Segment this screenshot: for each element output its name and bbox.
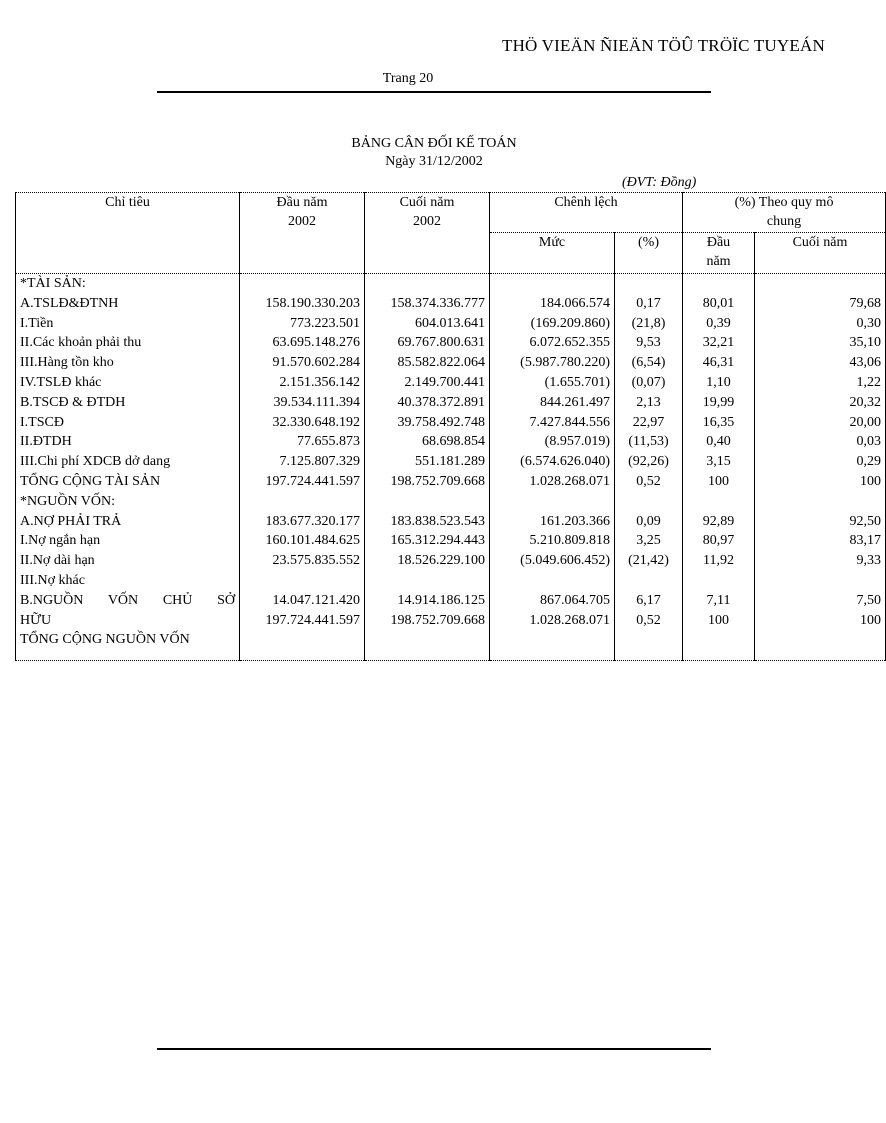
header-difference: Chênh lệch <box>490 193 683 233</box>
begin-year-value: 158.190.330.203 <box>240 294 365 314</box>
end-year-value: 68.698.854 <box>365 432 490 452</box>
structure-end: 20,32 <box>755 393 886 413</box>
row-label: I.Tiền <box>16 314 240 334</box>
row-label: *TÀI SẢN: <box>16 274 240 294</box>
difference-percent: 9,53 <box>615 333 683 353</box>
table-row <box>16 531 886 551</box>
end-year-value <box>365 492 490 512</box>
structure-begin: 0,39 <box>683 314 755 334</box>
table-row <box>16 333 886 353</box>
header-begin-year: Đầu năm 2002 <box>240 193 365 274</box>
difference-amount <box>490 274 615 294</box>
document-heading <box>0 135 868 171</box>
end-year-value: 14.914.186.125 <box>365 591 490 611</box>
structure-begin: 100 <box>683 472 755 492</box>
row-label: II.Nợ dài hạn <box>16 551 240 571</box>
difference-amount: 867.064.705 <box>490 591 615 611</box>
difference-amount <box>490 492 615 512</box>
structure-begin: 7,11 <box>683 591 755 611</box>
difference-amount: 161.203.366 <box>490 512 615 532</box>
row-label: A.NỢ PHẢI TRẢ <box>16 512 240 532</box>
end-year-value: 604.013.641 <box>365 314 490 334</box>
structure-begin: 92,89 <box>683 512 755 532</box>
difference-amount <box>490 571 615 591</box>
structure-end <box>755 492 886 512</box>
table-row <box>16 314 886 334</box>
structure-begin: 19,99 <box>683 393 755 413</box>
structure-begin: 0,40 <box>683 432 755 452</box>
header-divider <box>157 91 711 93</box>
end-year-value <box>365 274 490 294</box>
row-label: III.Hàng tồn kho <box>16 353 240 373</box>
table-row <box>16 472 886 492</box>
header-struct-end: Cuối năm <box>755 233 886 274</box>
structure-end: 100 <box>755 472 886 492</box>
difference-percent: 0,52 <box>615 472 683 492</box>
structure-end: 83,17 <box>755 531 886 551</box>
table-row <box>16 512 886 532</box>
end-year-value: 183.838.523.543 <box>365 512 490 532</box>
difference-amount: 1.028.268.071 <box>490 472 615 492</box>
table-row <box>16 551 886 571</box>
row-label: *NGUỒN VỐN: <box>16 492 240 512</box>
end-year-value <box>365 571 490 591</box>
structure-end: 92,50 <box>755 512 886 532</box>
difference-amount: (1.655.701) <box>490 373 615 393</box>
structure-end: 35,10 <box>755 333 886 353</box>
row-label: HỮU <box>16 611 240 631</box>
begin-year-value: 2.151.356.142 <box>240 373 365 393</box>
difference-amount: 844.261.497 <box>490 393 615 413</box>
difference-amount: 1.028.268.071 <box>490 611 615 631</box>
end-year-value <box>365 630 490 661</box>
row-label: A.TSLĐ&ĐTNH <box>16 294 240 314</box>
structure-end <box>755 571 886 591</box>
structure-begin: 80,97 <box>683 531 755 551</box>
difference-percent <box>615 492 683 512</box>
difference-percent: 2,13 <box>615 393 683 413</box>
row-label: III.Chi phí XDCB dở dang <box>16 452 240 472</box>
difference-percent <box>615 630 683 661</box>
structure-begin: 16,35 <box>683 413 755 433</box>
row-label: II.Các khoản phải thu <box>16 333 240 353</box>
header-diff-pct: (%) <box>615 233 683 274</box>
row-label: B.NGUỒN VỐN CHỦ SỞ <box>16 591 240 611</box>
structure-end: 7,50 <box>755 591 886 611</box>
table-row <box>16 373 886 393</box>
table-row <box>16 452 886 472</box>
difference-amount: (6.574.626.040) <box>490 452 615 472</box>
begin-year-value: 32.330.648.192 <box>240 413 365 433</box>
structure-begin <box>683 492 755 512</box>
begin-year-value <box>240 492 365 512</box>
end-year-value: 85.582.822.064 <box>365 353 490 373</box>
difference-percent: (6,54) <box>615 353 683 373</box>
end-year-value: 18.526.229.100 <box>365 551 490 571</box>
row-label: TỔNG CỘNG TÀI SẢN <box>16 472 240 492</box>
difference-percent: (0,07) <box>615 373 683 393</box>
end-year-value: 158.374.336.777 <box>365 294 490 314</box>
header-structure: (%) Theo quy mô chung <box>683 193 886 233</box>
header-row <box>16 193 886 233</box>
begin-year-value: 14.047.121.420 <box>240 591 365 611</box>
structure-end: 20,00 <box>755 413 886 433</box>
end-year-value: 198.752.709.668 <box>365 472 490 492</box>
begin-year-value: 197.724.441.597 <box>240 611 365 631</box>
end-year-value: 165.312.294.443 <box>365 531 490 551</box>
header-diff-amount: Mức <box>490 233 615 274</box>
structure-end: 0,30 <box>755 314 886 334</box>
table-row <box>16 611 886 631</box>
header-end-year: Cuối năm 2002 <box>365 193 490 274</box>
begin-year-value: 39.534.111.394 <box>240 393 365 413</box>
structure-end: 100 <box>755 611 886 631</box>
difference-percent <box>615 571 683 591</box>
row-label: B.TSCĐ & ĐTDH <box>16 393 240 413</box>
structure-begin: 32,21 <box>683 333 755 353</box>
end-year-value: 2.149.700.441 <box>365 373 490 393</box>
difference-percent: (21,8) <box>615 314 683 334</box>
structure-end: 9,33 <box>755 551 886 571</box>
difference-percent: (11,53) <box>615 432 683 452</box>
structure-end: 43,06 <box>755 353 886 373</box>
row-label: II.ĐTDH <box>16 432 240 452</box>
structure-begin <box>683 630 755 661</box>
begin-year-value: 773.223.501 <box>240 314 365 334</box>
document-title: BẢNG CÂN ĐỐI KẾ TOÁN <box>351 136 517 151</box>
difference-percent: 3,25 <box>615 531 683 551</box>
site-title: THÖ VIEÄN ÑIEÄN TÖÛ TRÖÏC TUYEÁN <box>502 36 825 55</box>
structure-begin: 11,92 <box>683 551 755 571</box>
difference-percent: (92,26) <box>615 452 683 472</box>
table-row <box>16 393 886 413</box>
table-row <box>16 294 886 314</box>
difference-amount: (5.049.606.452) <box>490 551 615 571</box>
header-struct-begin: Đầu năm <box>683 233 755 274</box>
end-year-value: 69.767.800.631 <box>365 333 490 353</box>
begin-year-value: 7.125.807.329 <box>240 452 365 472</box>
structure-end: 1,22 <box>755 373 886 393</box>
begin-year-value <box>240 630 365 661</box>
end-year-value: 40.378.372.891 <box>365 393 490 413</box>
difference-amount: 7.427.844.556 <box>490 413 615 433</box>
table-row <box>16 630 886 661</box>
difference-percent: 0,52 <box>615 611 683 631</box>
row-label: I.Nợ ngắn hạn <box>16 531 240 551</box>
structure-begin: 1,10 <box>683 373 755 393</box>
structure-begin: 100 <box>683 611 755 631</box>
begin-year-value: 23.575.835.552 <box>240 551 365 571</box>
structure-begin: 46,31 <box>683 353 755 373</box>
difference-amount: 5.210.809.818 <box>490 531 615 551</box>
document-date: Ngày 31/12/2002 <box>385 154 483 169</box>
difference-percent: 22,97 <box>615 413 683 433</box>
difference-amount: 184.066.574 <box>490 294 615 314</box>
structure-end <box>755 274 886 294</box>
balance-sheet-table <box>15 192 886 661</box>
difference-percent: 0,17 <box>615 294 683 314</box>
header-indicator: Chỉ tiêu <box>16 193 240 274</box>
footer-divider <box>157 1048 711 1050</box>
begin-year-value: 160.101.484.625 <box>240 531 365 551</box>
difference-percent <box>615 274 683 294</box>
begin-year-value: 63.695.148.276 <box>240 333 365 353</box>
difference-amount: (169.209.860) <box>490 314 615 334</box>
structure-begin <box>683 571 755 591</box>
end-year-value: 551.181.289 <box>365 452 490 472</box>
structure-begin: 3,15 <box>683 452 755 472</box>
difference-percent: 6,17 <box>615 591 683 611</box>
structure-end <box>755 630 886 661</box>
unit-note: (ĐVT: Đồng) <box>622 175 697 190</box>
begin-year-value: 77.655.873 <box>240 432 365 452</box>
begin-year-value: 91.570.602.284 <box>240 353 365 373</box>
structure-begin <box>683 274 755 294</box>
begin-year-value: 183.677.320.177 <box>240 512 365 532</box>
difference-amount: (8.957.019) <box>490 432 615 452</box>
begin-year-value <box>240 571 365 591</box>
table-row <box>16 591 886 611</box>
row-label: IV.TSLĐ khác <box>16 373 240 393</box>
structure-end: 0,03 <box>755 432 886 452</box>
difference-percent: 0,09 <box>615 512 683 532</box>
table-row <box>16 571 886 591</box>
difference-amount <box>490 630 615 661</box>
difference-amount: 6.072.652.355 <box>490 333 615 353</box>
table-row <box>16 413 886 433</box>
table-row <box>16 492 886 512</box>
row-label: I.TSCĐ <box>16 413 240 433</box>
row-label: TỔNG CỘNG NGUỒN VỐN <box>16 630 240 661</box>
begin-year-value <box>240 274 365 294</box>
table-row <box>16 353 886 373</box>
end-year-value: 198.752.709.668 <box>365 611 490 631</box>
structure-end: 79,68 <box>755 294 886 314</box>
table-row <box>16 432 886 452</box>
structure-end: 0,29 <box>755 452 886 472</box>
difference-percent: (21,42) <box>615 551 683 571</box>
difference-amount: (5.987.780.220) <box>490 353 615 373</box>
table-row <box>16 274 886 294</box>
page-number: Trang 20 <box>382 71 434 86</box>
structure-begin: 80,01 <box>683 294 755 314</box>
begin-year-value: 197.724.441.597 <box>240 472 365 492</box>
row-label: III.Nợ khác <box>16 571 240 591</box>
end-year-value: 39.758.492.748 <box>365 413 490 433</box>
